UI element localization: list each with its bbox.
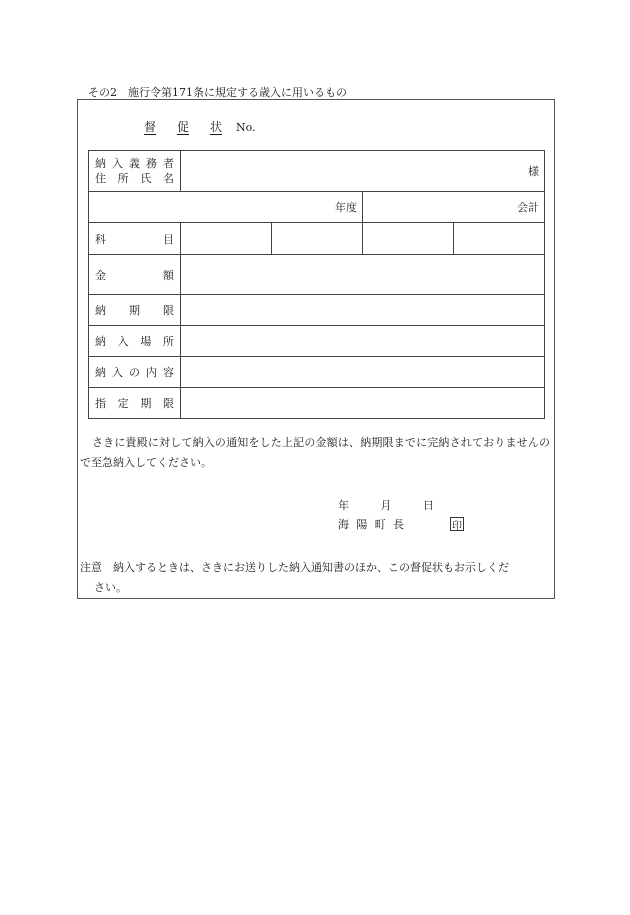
title-char: 督 bbox=[144, 120, 157, 134]
subject-cell[interactable] bbox=[454, 223, 545, 255]
year-cell[interactable] bbox=[89, 192, 363, 223]
content-label: 納 入 の 内 容 bbox=[89, 357, 181, 388]
content-value[interactable] bbox=[181, 357, 545, 388]
title-underline bbox=[144, 118, 226, 135]
subject-row bbox=[89, 223, 545, 255]
designated-row bbox=[89, 388, 545, 419]
year-row bbox=[89, 192, 545, 223]
seal-mark: 印 bbox=[450, 517, 464, 531]
place-value[interactable] bbox=[181, 326, 545, 357]
payer-label-line2: 住 所 氏 名 bbox=[95, 172, 174, 185]
note-continuation: さい。 bbox=[94, 581, 127, 594]
notice-table bbox=[88, 150, 545, 419]
date-year: 年 bbox=[338, 499, 349, 512]
place-label: 納 入 場 所 bbox=[89, 326, 181, 357]
title-char: 促 bbox=[176, 120, 189, 134]
note-head: 注意 納入するときは、さきにお送りした納入通知書のほか、この督促状もお示しくだ bbox=[80, 561, 509, 574]
form-caption: その2 施行令第171条に規定する歳入に用いるもの bbox=[88, 86, 347, 99]
date-month: 月 bbox=[380, 499, 392, 512]
subject-cell[interactable] bbox=[363, 223, 454, 255]
account-label: 会計 bbox=[517, 201, 539, 214]
date-day: 日 bbox=[423, 499, 434, 512]
place-row bbox=[89, 326, 545, 357]
issuer bbox=[338, 516, 464, 532]
payer-label-line1: 納 入 義 務 者 bbox=[95, 157, 174, 170]
body-text: さきに貴殿に対して納入の通知をした上記の金額は、納期限までに完納されておりませんので至急納入してください。 bbox=[80, 436, 550, 469]
number-label: No. bbox=[236, 121, 256, 134]
amount-row bbox=[89, 255, 545, 295]
payer-label bbox=[89, 151, 181, 192]
deadline-value[interactable] bbox=[181, 295, 545, 326]
payer-row bbox=[89, 151, 545, 192]
note bbox=[80, 558, 550, 598]
subject-cell[interactable] bbox=[181, 223, 272, 255]
subject-label: 科 目 bbox=[89, 223, 181, 255]
title-char: 状 bbox=[209, 120, 222, 134]
payer-suffix: 様 bbox=[528, 165, 539, 178]
subject-cell[interactable] bbox=[272, 223, 363, 255]
content-row bbox=[89, 357, 545, 388]
amount-label: 金 額 bbox=[89, 255, 181, 295]
amount-value[interactable] bbox=[181, 255, 545, 295]
date-line bbox=[338, 497, 434, 513]
designated-label: 指 定 期 限 bbox=[89, 388, 181, 419]
year-label: 年度 bbox=[335, 201, 357, 214]
payer-value[interactable] bbox=[181, 151, 545, 192]
deadline-label: 納 期 限 bbox=[89, 295, 181, 326]
designated-value[interactable] bbox=[181, 388, 545, 419]
mayor-name: 海 陽 町 長 bbox=[338, 518, 404, 531]
deadline-row bbox=[89, 295, 545, 326]
account-cell[interactable] bbox=[363, 192, 545, 223]
form-title bbox=[144, 118, 256, 135]
